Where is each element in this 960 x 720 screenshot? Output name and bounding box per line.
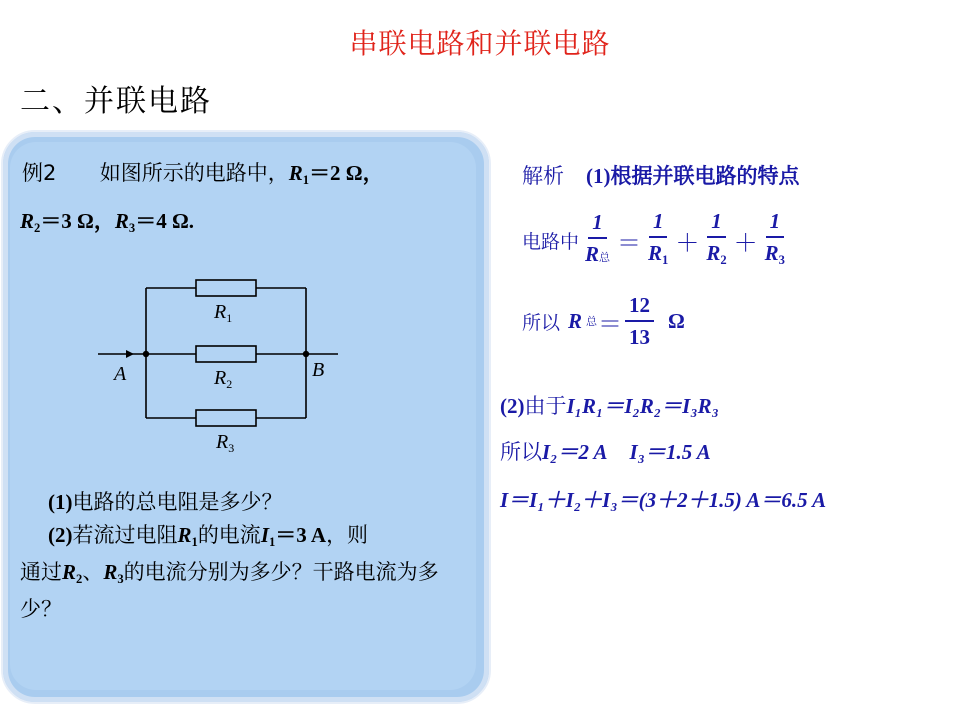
node-a-label: A bbox=[114, 363, 127, 385]
step3-text: 所以 bbox=[500, 440, 542, 464]
r2-label: $R_2$ bbox=[214, 367, 233, 391]
analysis-step1: (1)根据并联电路的特点 bbox=[586, 164, 800, 188]
part2-i-value: ＝3 A bbox=[275, 523, 327, 547]
eq1-prefix: 电路中 bbox=[522, 230, 580, 253]
example-label: 例2 bbox=[22, 161, 57, 185]
part2-text-a: 若流过电阻 bbox=[72, 523, 178, 547]
part1-text: 电路的总电阻是多少？ bbox=[72, 490, 283, 514]
frac-1-over-rtotal: $\frac{1}{\text{R总}}$ bbox=[585, 210, 611, 267]
slide-title: 串联电路和并联电路 bbox=[349, 27, 611, 60]
eq1-plus-2: ＋ bbox=[733, 230, 758, 257]
eq2-total-sub: 总 bbox=[586, 315, 598, 328]
part2-r2: R bbox=[62, 559, 77, 584]
step3-i2: I₂＝2 A bbox=[542, 440, 608, 464]
part2-number: (2) bbox=[48, 523, 73, 547]
r1-value: ＝2 Ω， bbox=[309, 161, 384, 185]
part1-number: (1) bbox=[48, 490, 73, 514]
circuit-diagram bbox=[96, 270, 346, 460]
resistor-r3 bbox=[196, 410, 256, 426]
step2-equation: I₁R₁＝I₂R₂＝I₃R₃ bbox=[566, 394, 719, 418]
solution-step3 bbox=[500, 436, 711, 466]
r1-sub: 1 bbox=[302, 172, 310, 187]
resistor-r2 bbox=[196, 346, 256, 362]
eq1-equals: ＝ bbox=[617, 230, 642, 257]
eq2-prefix: 所以 bbox=[522, 311, 561, 334]
r1-label: $R_1$ bbox=[214, 301, 233, 325]
part2-r2-sub: 2 bbox=[76, 571, 83, 586]
step2-text: 由于 bbox=[524, 394, 567, 418]
r3-sub: 3 bbox=[128, 220, 136, 235]
r3-value: ＝4 Ω. bbox=[135, 209, 195, 233]
section-heading: 二、并联电路 bbox=[20, 84, 212, 119]
node-a-dot bbox=[143, 351, 149, 357]
part2-text-e: 的电流分别为多少？干路电流为多少？ bbox=[20, 559, 439, 621]
eq2-r: R bbox=[568, 308, 583, 333]
step4-equation: I＝I₁＋I₂＋I₃＝(3＋2＋1.5) A＝6.5 A bbox=[500, 488, 827, 512]
frac-12-over-13: $\frac{12}{13}$ bbox=[625, 292, 654, 350]
question-part-1 bbox=[48, 488, 283, 516]
r3-label: $R_3$ bbox=[216, 431, 235, 455]
question-intro-text: 如图所示的电路中， bbox=[99, 161, 289, 185]
part2-r-sub: 1 bbox=[191, 534, 198, 549]
part2-text-d: 通过 bbox=[20, 559, 62, 584]
part2-r3: R bbox=[103, 559, 118, 584]
analysis-label: 解析 bbox=[522, 164, 564, 188]
current-arrow bbox=[126, 350, 134, 358]
solution-step4 bbox=[500, 484, 826, 514]
solution-step2 bbox=[500, 390, 719, 420]
r2-value: ＝3 Ω， bbox=[40, 209, 115, 233]
equation-total-resistance bbox=[522, 292, 685, 350]
part2-r3-sub: 3 bbox=[117, 571, 124, 586]
part2-text-b: 的电流 bbox=[197, 523, 261, 547]
node-b-label: B bbox=[312, 359, 325, 381]
r2-symbol: R bbox=[20, 209, 35, 233]
part2-sep: 、 bbox=[82, 559, 104, 584]
r3-symbol: R bbox=[114, 209, 129, 233]
part2-r: R bbox=[177, 523, 192, 547]
eq2-equals: ＝ bbox=[598, 311, 623, 338]
eq1-plus-1: ＋ bbox=[675, 230, 700, 257]
equation-parallel-resistance bbox=[522, 208, 791, 273]
question-part-2 bbox=[20, 520, 480, 624]
part2-i: I bbox=[260, 523, 269, 547]
r2-sub: 2 bbox=[34, 220, 41, 235]
eq2-ohm: Ω bbox=[668, 308, 685, 333]
step2-number: (2) bbox=[500, 394, 525, 418]
analysis-heading bbox=[522, 160, 800, 190]
part2-i-sub: 1 bbox=[269, 534, 276, 549]
question-intro bbox=[22, 160, 384, 193]
frac-1-over-r1: $\frac{1}{R_1}$ bbox=[648, 209, 669, 267]
frac-1-over-r3: $\frac{1}{R_3}$ bbox=[764, 209, 785, 267]
node-b-dot bbox=[303, 351, 309, 357]
question-values bbox=[20, 208, 194, 241]
frac-1-over-r2: $\frac{1}{R_2}$ bbox=[706, 209, 727, 267]
r1-symbol: R bbox=[288, 161, 303, 185]
step3-i3: I₃＝1.5 A bbox=[629, 440, 711, 464]
resistor-r1 bbox=[196, 280, 256, 296]
part2-text-c: ，则 bbox=[326, 523, 369, 547]
